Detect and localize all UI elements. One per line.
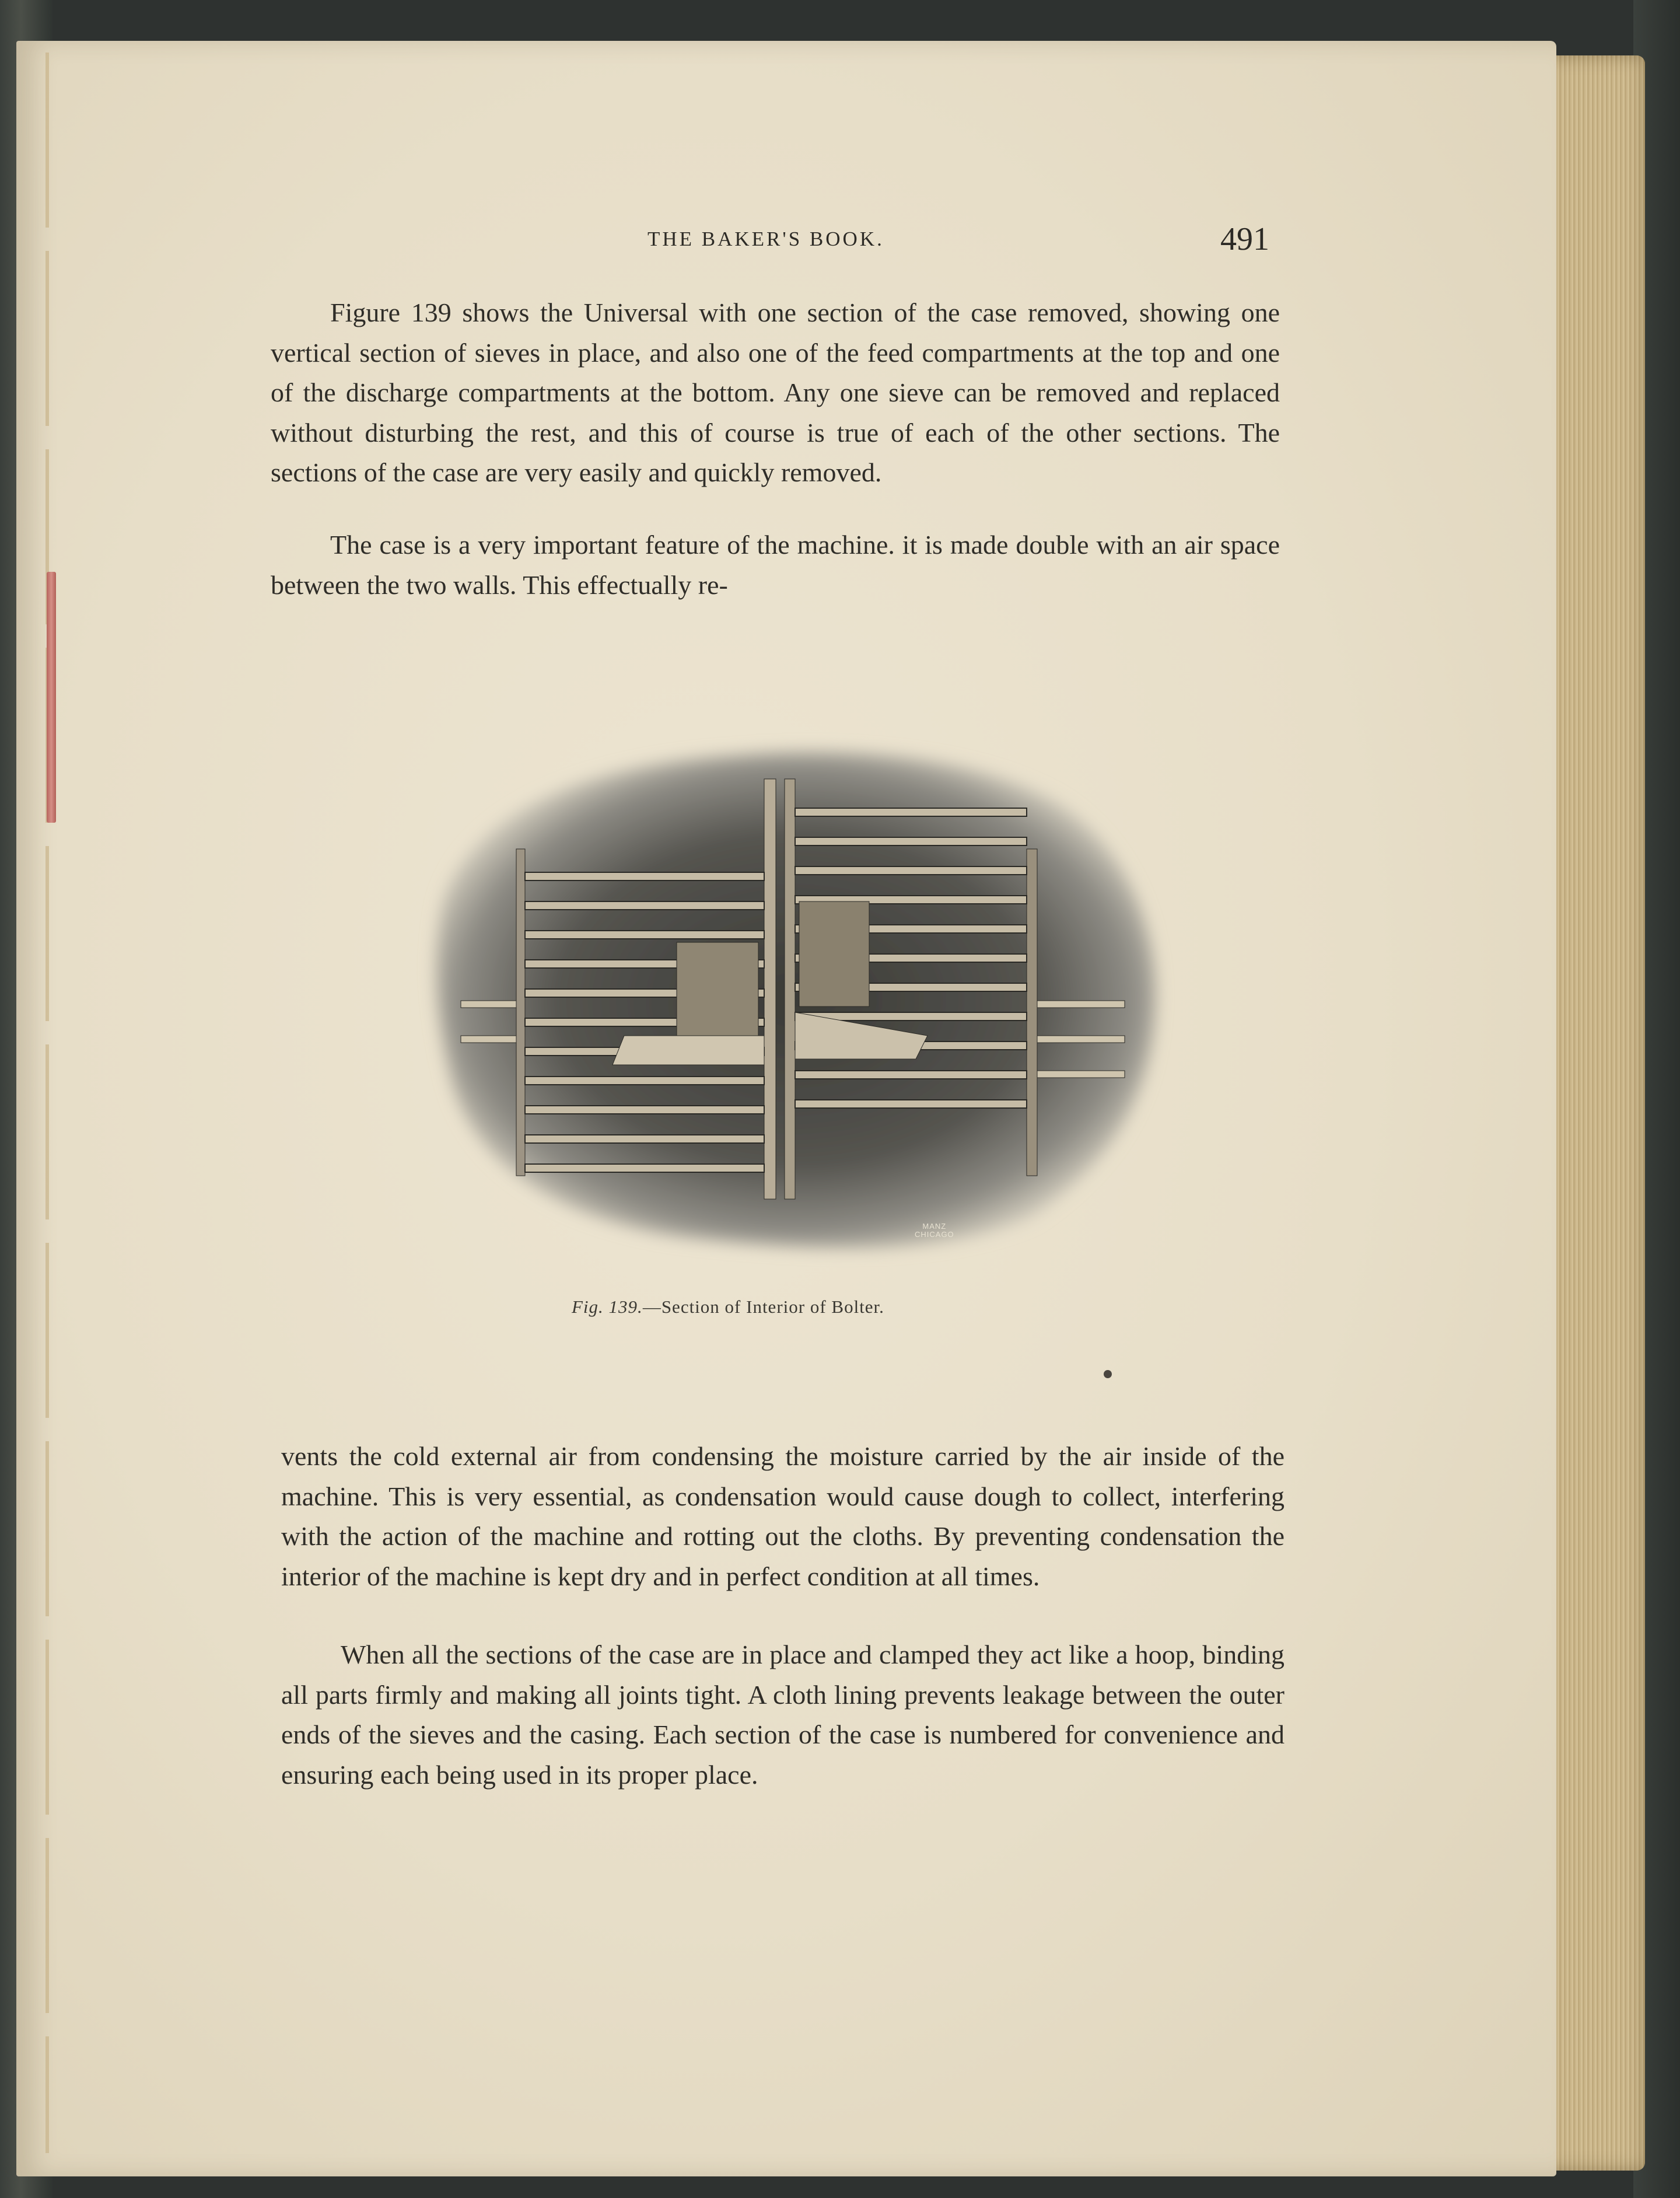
bolter-halftone xyxy=(402,709,1184,1269)
page-fore-edge xyxy=(1543,55,1645,2171)
figure-caption-text: —Section of Interior of Bolter. xyxy=(642,1297,884,1317)
page-number: 491 xyxy=(1220,221,1269,257)
figure-caption xyxy=(572,1297,884,1318)
paragraph-1: Figure 139 shows the Universal with one section of the case removed, showing one vertical section of sieves in place, and also one of the feed compartments at the top and one of the discharge compartments at the bottom. Any one sieve can be removed and replaced without disturbing the rest, and this of course is true of each of the other sections. The sections of the case are very easily and quickly removed. xyxy=(271,298,1280,488)
paragraph-4: When all the sections of the case are in place and clamped they act like a hoop, binding all parts firmly and making all joints tight. A cloth lining prevents leakage between the outer ends of the sieves and the casing. Each section of the case is numbered for convenience and ensuring each being used in its proper place. xyxy=(281,1640,1284,1790)
engraver-mark xyxy=(915,1222,954,1239)
bookmark-ribbon xyxy=(47,572,56,823)
engraver-city: CHICAGO xyxy=(915,1230,954,1239)
vignette-shape xyxy=(436,752,1156,1248)
bolter-illustration xyxy=(402,709,1184,1269)
figure-label: Fig. 139. xyxy=(572,1297,643,1317)
engraver-name: MANZ xyxy=(922,1222,947,1231)
ink-speck xyxy=(1104,1370,1112,1378)
running-header: THE BAKER'S BOOK. xyxy=(648,228,884,250)
binding-thread xyxy=(46,53,49,2153)
paragraph-2: The case is a very important feature of the machine. it is made double with an air space between the two walls. This effectually re- xyxy=(271,530,1280,600)
paragraph-3: vents the cold external air from condensing the moisture carried by the air inside of the machine. This is very essential, as condensation would cause dough to collect, interfering with the action of the machine and rotting out the cloths. By preventing condensation the interior of the machine is kept dry and in perfect condition at all times. xyxy=(281,1441,1284,1591)
